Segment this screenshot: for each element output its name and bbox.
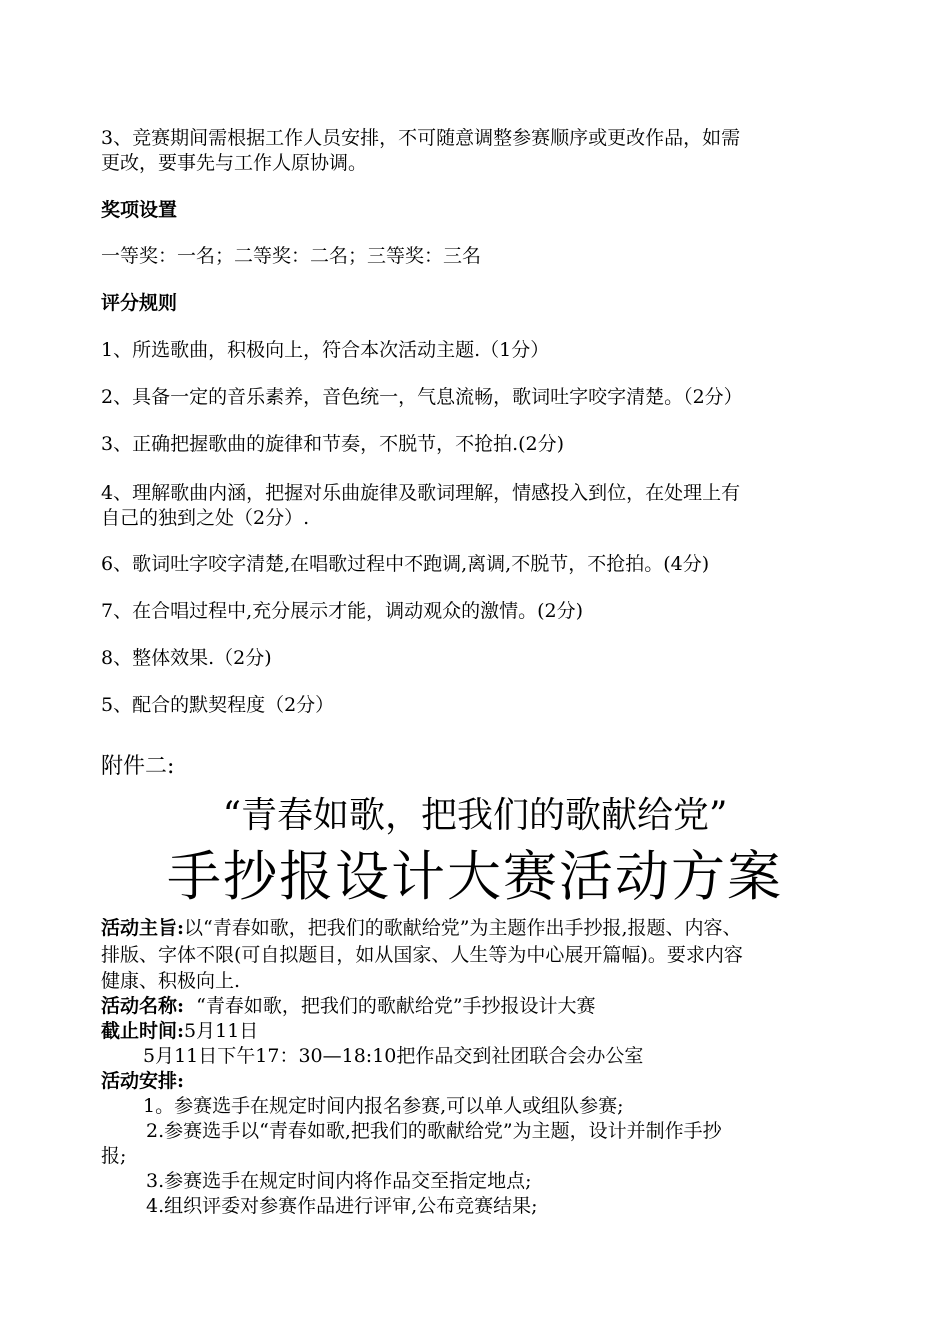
scoring-item: 2、具备一定的音乐素养，音色统一，气息流畅，歌词吐字咬字清楚。（2分） bbox=[101, 386, 743, 408]
scoring-item: 5、配合的默契程度（2分） bbox=[101, 694, 335, 716]
attachment-label: 附件二: bbox=[101, 754, 175, 779]
schedule-item: 3.参赛选手在规定时间内将作品交至指定地点; bbox=[146, 1170, 532, 1192]
scoring-item: 4、理解歌曲内涵，把握对乐曲旋律及歌词理解，情感投入到位，在处理上有 bbox=[101, 482, 741, 504]
title-line2: 手抄报设计大赛活动方案 bbox=[167, 845, 783, 908]
deadline-value: 5月11日 bbox=[184, 1020, 259, 1042]
scoring-item: 7、在合唱过程中,充分展示才能，调动观众的激情。(2分) bbox=[101, 600, 584, 622]
awards-text: 一等奖：一名；二等奖：二名；三等奖：三名 bbox=[101, 245, 482, 267]
deadline-detail: 5月11日下午17：30—18:10把作品交到社团联合会办公室 bbox=[143, 1045, 644, 1067]
name-label: 活动名称: bbox=[101, 995, 185, 1017]
item3-line2: 更改，要事先与工作人原协调。 bbox=[101, 152, 368, 174]
scoring-item: 自己的独到之处（2分）. bbox=[101, 507, 310, 529]
scoring-item: 8、整体效果.（2分) bbox=[101, 647, 272, 669]
purpose-text: 以“青春如歌，把我们的歌献给党”为主题作出手抄报,报题、内容、 bbox=[184, 917, 742, 939]
scoring-item: 3、正确把握歌曲的旋律和节奏，不脱节，不抢拍.(2分) bbox=[101, 433, 565, 455]
purpose-label: 活动主旨: bbox=[101, 917, 185, 939]
item3-line1: 3、竞赛期间需根据工作人员安排，不可随意调整参赛顺序或更改作品，如需 bbox=[101, 127, 741, 149]
schedule-item: 1。参赛选手在规定时间内报名参赛,可以单人或组队参赛; bbox=[143, 1095, 624, 1117]
title-line1: “青春如歌，把我们的歌献给党” bbox=[222, 795, 728, 836]
awards-heading: 奖项设置 bbox=[101, 199, 178, 221]
deadline bbox=[101, 1018, 258, 1044]
deadline-label: 截止时间: bbox=[101, 1020, 185, 1042]
scoring-item: 6、歌词吐字咬字清楚,在唱歌过程中不跑调,离调,不脱节，不抢拍。(4分) bbox=[101, 553, 710, 575]
schedule-item: 报; bbox=[101, 1145, 127, 1167]
schedule-label: 活动安排: bbox=[101, 1070, 185, 1092]
purpose-line2: 排版、字体不限(可自拟题目，如从国家、人生等为中心展开篇幅)。要求内容 bbox=[101, 944, 743, 966]
purpose-line1 bbox=[101, 915, 741, 941]
scoring-item: 1、所选歌曲，积极向上，符合本次活动主题.（1分） bbox=[101, 339, 550, 361]
schedule-item: 4.组织评委对参赛作品进行评审,公布竞赛结果; bbox=[146, 1195, 538, 1217]
purpose-line3: 健康、积极向上. bbox=[101, 970, 241, 992]
schedule-item: 2.参赛选手以“青春如歌,把我们的歌献给党”为主题，设计并制作手抄 bbox=[146, 1120, 722, 1142]
scoring-heading: 评分规则 bbox=[101, 292, 178, 314]
activity-name bbox=[101, 993, 596, 1019]
name-value: “青春如歌，把我们的歌献给党”手抄报设计大赛 bbox=[196, 995, 596, 1017]
